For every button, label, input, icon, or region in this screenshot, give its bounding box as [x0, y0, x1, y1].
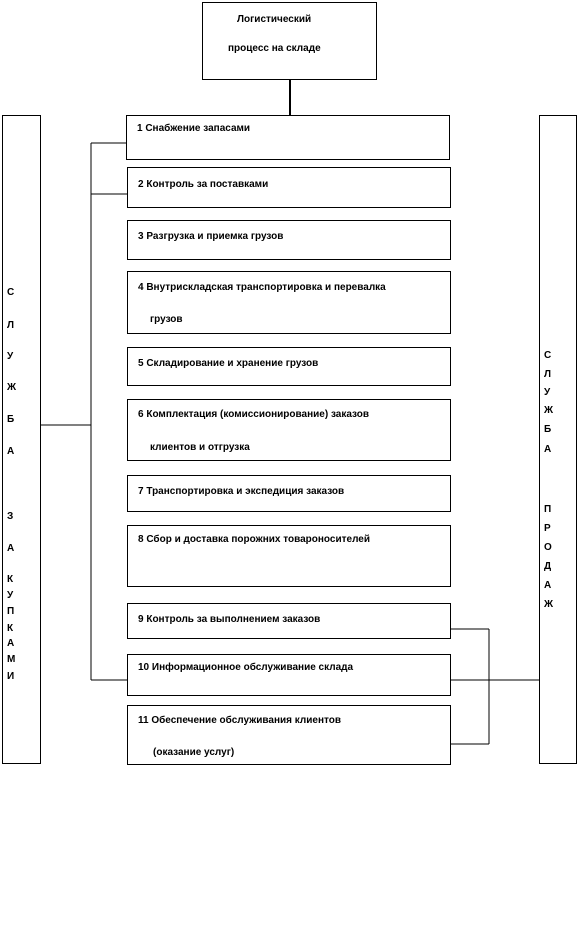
step-label: 3 Разгрузка и приемка грузов: [138, 231, 284, 242]
step-label-line2: клиентов и отгрузка: [150, 442, 250, 453]
step-label: 10 Информационное обслуживание склада: [138, 662, 354, 673]
step-label: 5 Складирование и хранение грузов: [138, 358, 319, 369]
step-label: 4 Внутрискладская транспортировка и перевалка: [138, 282, 386, 293]
top-process-box: [202, 2, 377, 80]
step-box: [127, 399, 451, 461]
step-box: [126, 115, 450, 160]
purchasing-service-column: С Л У Ж Б А З А К У П К А М И: [2, 115, 41, 764]
step-label: 2 Контроль за поставками: [138, 179, 269, 190]
step-box: [127, 654, 451, 696]
step-box: [127, 475, 451, 512]
step-box: [127, 347, 451, 386]
step-label: 9 Контроль за выполнением заказов: [138, 614, 321, 625]
step-label: 11 Обеспечение обслуживания клиентов: [138, 715, 342, 726]
step-label-line2: (оказание услуг): [153, 747, 235, 758]
step-label: 1 Снабжение запасами: [137, 123, 251, 134]
step-box: [127, 167, 451, 208]
step-label: 6 Комплектация (комиссионирование) заказов: [138, 409, 370, 420]
step-box: [127, 603, 451, 639]
step-box: [127, 220, 451, 260]
step-box: [127, 271, 451, 334]
step-box: [127, 525, 451, 587]
step-label: 8 Сбор и доставка порожних товароносителей: [138, 534, 370, 545]
step-label-line2: грузов: [150, 314, 183, 325]
top-process-line1: Логистический: [237, 14, 312, 25]
sales-service-column: С Л У Ж Б А П Р О Д А Ж: [539, 115, 577, 764]
step-box: [127, 705, 451, 765]
top-process-line2: процесс на складе: [228, 43, 321, 54]
step-label: 7 Транспортировка и экспедиция заказов: [138, 486, 345, 497]
